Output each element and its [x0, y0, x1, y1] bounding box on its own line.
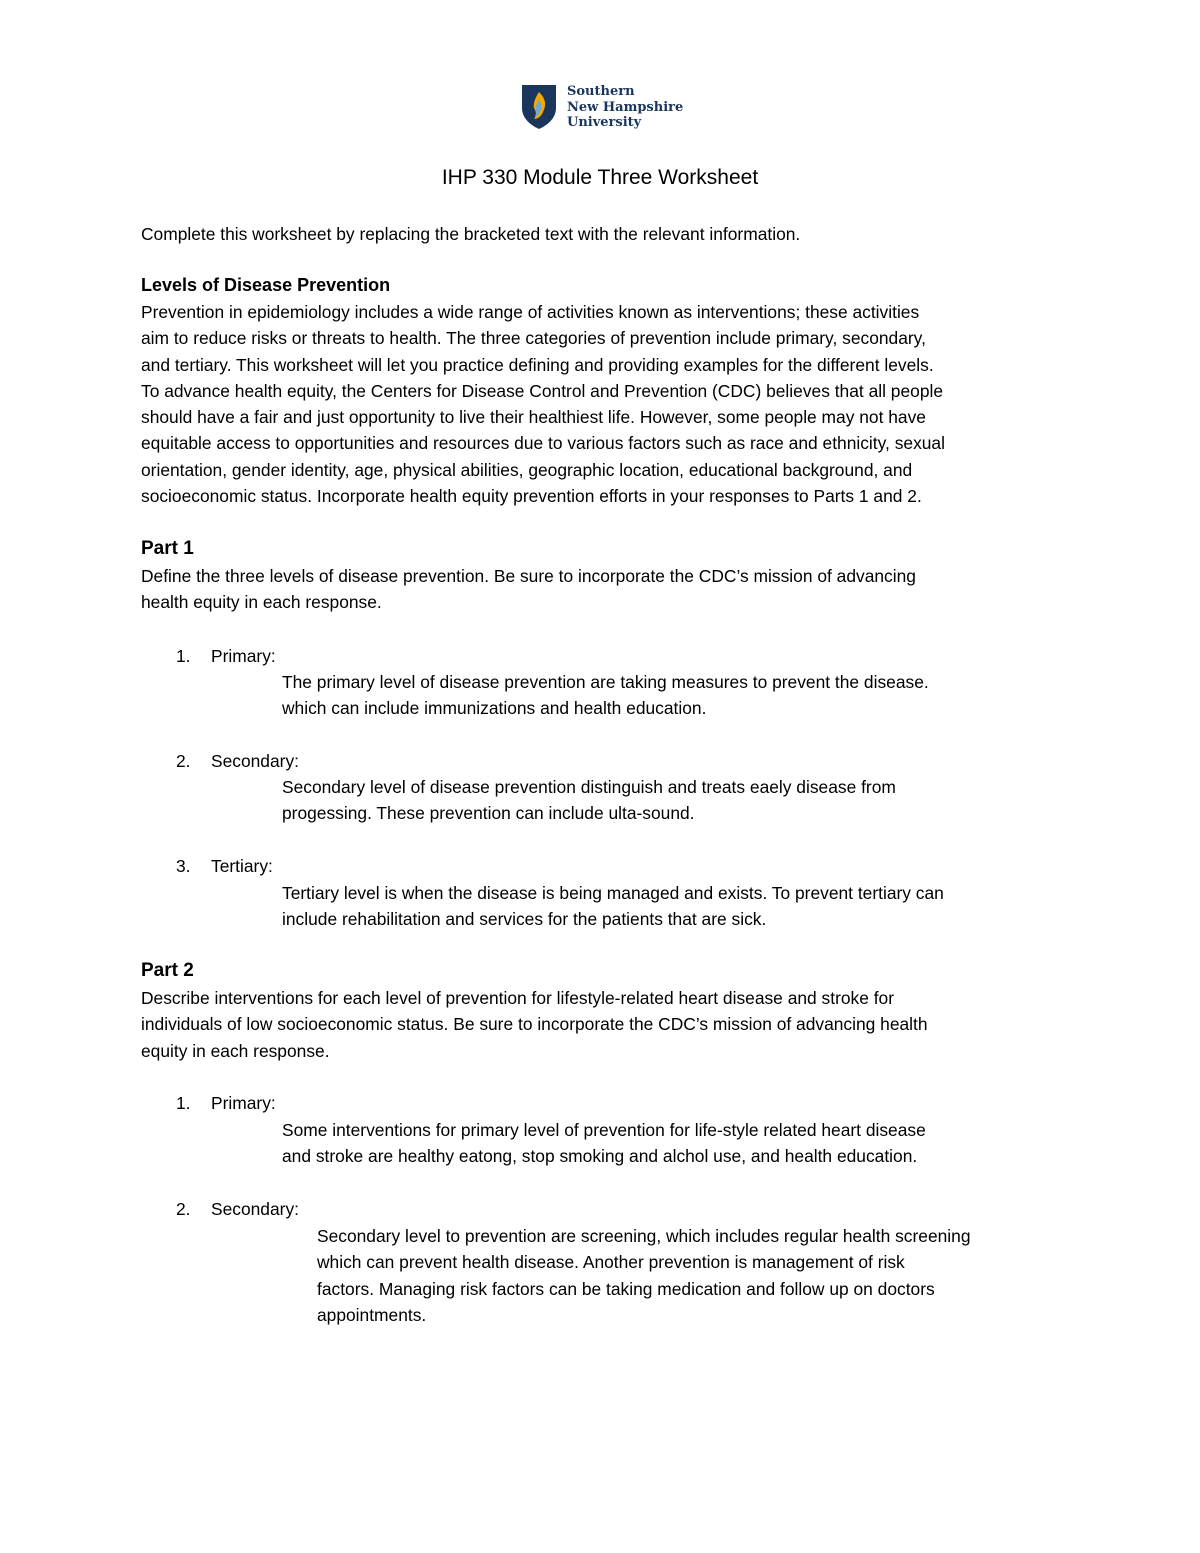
part1-prompt-line: health equity in each response. [141, 592, 382, 613]
part2-item-label-primary: Primary: [211, 1093, 276, 1113]
logo-wordmark [567, 84, 683, 131]
part2-answer-secondary [317, 1223, 971, 1328]
logo-line-2: New Hampshire [567, 99, 684, 115]
answer-line: which can include immunizations and health education. [282, 698, 707, 719]
levels-line: should have a fair and just opportunity to live their healthiest life. However, some people may not have [141, 407, 926, 428]
answer-line: factors. Managing risk factors can be taking medication and follow up on doctors [317, 1278, 935, 1299]
part1-item-number: 2. [176, 751, 191, 771]
part1-item-label-secondary: Secondary: [211, 751, 299, 771]
part2-item-number: 2. [176, 1199, 191, 1219]
logo-line-3: University [567, 115, 642, 130]
instructions: Complete this worksheet by replacing the bracketed text with the relevant information. [141, 224, 801, 244]
levels-line: socioeconomic status. Incorporate health equity prevention efforts in your responses to Parts 1 and 2. [141, 486, 922, 507]
part2-answer-primary [282, 1117, 926, 1170]
part1-item-number: 1. [176, 646, 191, 666]
part1-answer-tertiary [282, 880, 944, 933]
part2-heading: Part 2 [141, 960, 194, 981]
answer-line: Some interventions for primary level of prevention for life-style related heart disease [282, 1120, 926, 1140]
answer-line: appointments. [317, 1304, 427, 1325]
part2-prompt [141, 985, 928, 1064]
answer-line: Tertiary level is when the disease is being managed and exists. To prevent tertiary can [282, 883, 944, 903]
part1-answer-primary [282, 669, 929, 722]
levels-paragraph [141, 299, 945, 509]
page-title: IHP 330 Module Three Worksheet [441, 166, 759, 189]
answer-line: Secondary level of disease prevention distinguish and treats eaely disease from [282, 777, 896, 797]
part1-prompt [141, 563, 916, 616]
part2-item-number: 1. [176, 1093, 191, 1113]
levels-line: Prevention in epidemiology includes a wide range of activities known as interventions; these activities [141, 302, 920, 322]
part1-prompt-line: Define the three levels of disease prevention. Be sure to incorporate the CDC’s mission of advancing [141, 566, 916, 586]
part2-prompt-line: equity in each response. [141, 1040, 330, 1061]
answer-line: The primary level of disease prevention are taking measures to prevent the disease. [282, 672, 929, 692]
levels-line: aim to reduce risks or threats to health. The three categories of prevention include primary, secondary, [141, 328, 926, 349]
part2-prompt-line: Describe interventions for each level of prevention for lifestyle-related heart disease and stroke for [141, 988, 895, 1008]
snhu-logo [521, 84, 691, 134]
answer-line: progessing. These prevention can include ulta-sound. [282, 803, 695, 824]
part2-item-label-secondary: Secondary: [211, 1199, 299, 1219]
part2-prompt-line: individuals of low socioeconomic status. Be sure to incorporate the CDC’s mission of advancing health [141, 1014, 928, 1035]
answer-line: include rehabilitation and services for the patients that are sick. [282, 909, 767, 930]
answer-line: Secondary level to prevention are screening, which includes regular health screening [317, 1226, 971, 1246]
part1-item-label-tertiary: Tertiary: [211, 856, 273, 876]
levels-line: To advance health equity, the Centers for Disease Control and Prevention (CDC) believes that all people [141, 380, 944, 401]
answer-line: and stroke are healthy eatong, stop smoking and alchol use, and health education. [282, 1146, 918, 1167]
part1-item-number: 3. [176, 856, 191, 876]
snhu-shield-icon [521, 84, 557, 130]
logo-line-1: Southern [567, 84, 635, 99]
levels-line: and tertiary. This worksheet will let you practice defining and providing examples for the different levels. [141, 354, 934, 375]
levels-line: orientation, gender identity, age, physical abilities, geographic location, educational background, and [141, 459, 913, 480]
part1-answer-secondary [282, 774, 896, 827]
answer-line: which can prevent health disease. Another prevention is management of risk [317, 1252, 905, 1273]
part1-item-label-primary: Primary: [211, 646, 276, 666]
levels-heading: Levels of Disease Prevention [141, 275, 391, 295]
levels-line: equitable access to opportunities and resources due to various factors such as race and ethnicity, sexual [141, 433, 945, 454]
part1-heading: Part 1 [141, 538, 194, 559]
